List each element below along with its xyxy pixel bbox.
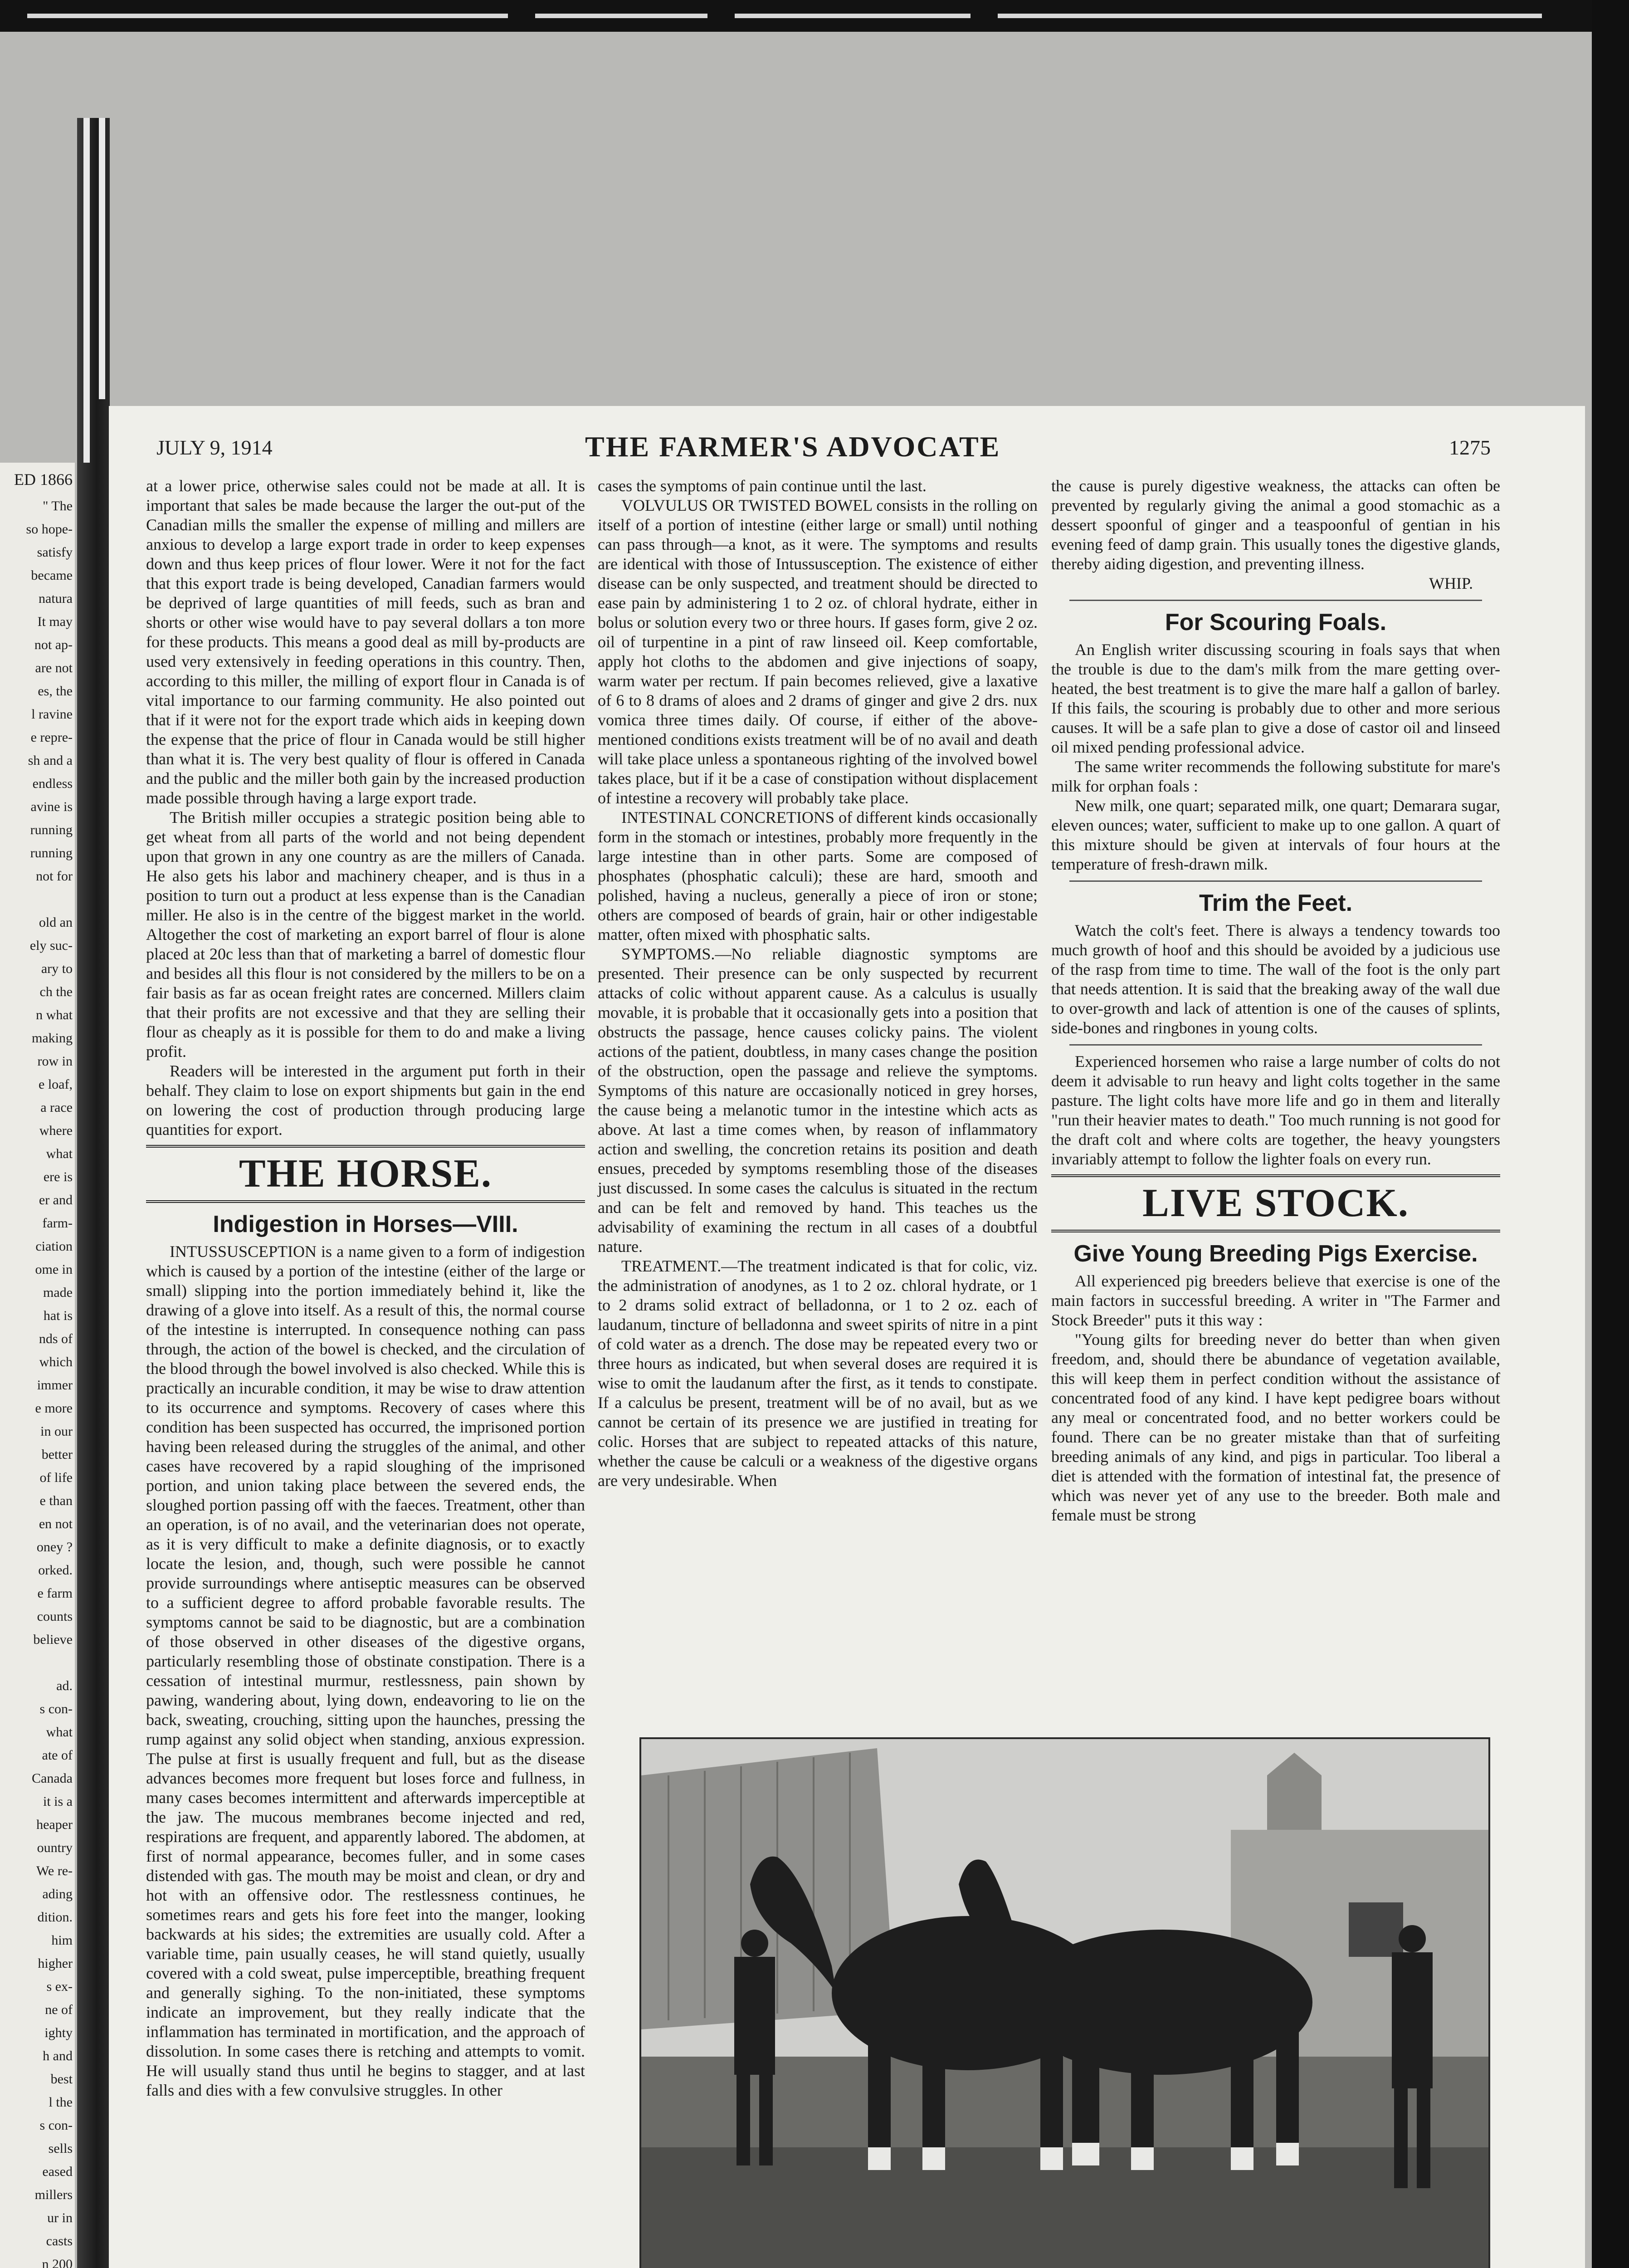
paragraph: Watch the colt's feet. There is always a tendency towards too much growth of hoof and this should be avoided by a judicious use of the rasp from time to time. The wall of the foot is the only part that needs attention. It is said that the breaking away of the wall due to over-growth and lack of attention is one of the causes of splints, side-bones and ringbones in young colts. (1051, 921, 1500, 1037)
facing-page-line: so hope- (26, 522, 73, 537)
page-number: 1275 (1449, 436, 1491, 459)
divider (1069, 1044, 1482, 1046)
horse-team-illustration (641, 1739, 1488, 2268)
facing-page-line: s ex- (46, 1979, 73, 1994)
facing-page-line: e farm (37, 1586, 73, 1601)
facing-page-line: became (31, 568, 73, 583)
facing-page-line: es, the (38, 684, 73, 699)
facing-page-line: where (39, 1123, 73, 1138)
facing-page-line: ere is (43, 1169, 73, 1184)
divider (1069, 600, 1482, 601)
facing-page-line: making (32, 1031, 73, 1046)
gutter-highlight (99, 118, 105, 399)
paragraph: Readers will be interested in the argument put forth in their behalf. They claim to lose on export shipments but gain in the end on lowering the cost of production through producing large quantities for export. (146, 1062, 585, 1139)
scanner-top-border (0, 0, 1629, 32)
facing-page-line: n what (36, 1007, 73, 1022)
facing-page-line: not for (36, 869, 73, 884)
facing-page-line: which (39, 1354, 73, 1369)
paragraph: TREATMENT.—The treatment indicated is that for colic, viz. the administration of anodynes, as 1 to 2 oz. chloral hydrate, or 1 to 2 drams solid extract of belladonna, or 1 to 2 oz. each of laudanum, tincture of belladonna and sweet spirits of nitre in a pint of cold water as a drench. The dose may be repeated every two or three hours as indicated, but when several doses are required it is wise to omit the laudanum after the first, as it tends to constipate. If a calculus be present, treatment will be of no avail, but as we cannot be certain of its presence we are justified in treating for colic. Horses that are subject to repeated attacks of this nature, whether the cause be calculi or a weakness of the digestive organs are very undesirable. When (598, 1257, 1038, 1490)
scan-mark (998, 14, 1542, 18)
page-title: THE FARMER'S ADVOCATE (585, 430, 1001, 463)
facing-page-line: not ap- (34, 637, 73, 652)
paragraph: cases the symptoms of pain continue until the last. (598, 477, 927, 495)
facing-page-line: running (30, 846, 73, 860)
facing-page-line: running (30, 822, 73, 837)
facing-page-line: natura (39, 591, 73, 606)
paragraph: The British miller occupies a strategic position being able to get wheat from all parts of the world and not being dependent upon that grown in any one country as are the millers of Canada. He also gets his labor and machinery cheaper, and is thus in a position to turn out a product at less expense than is the Canadian miller. He also is in the centre of the biggest market in the world. Altogether the cost of marketing an export barrel of flour is alone placed at 20c less than that of marketing a barrel of domestic flour and besides all this flour is not considered by the millers to be on a fair basis as far as ocean freight rates are concerned. Millers claim that their profits are not excessive and that they are selling their flour as cheaply as it is possible for them to do and make a living profit. (146, 808, 585, 1061)
paragraph: An English writer discussing scouring in foals says that when the trouble is due to the dam's milk from the mare getting over-heated, the best treatment is to give the mare half a gallon of barley. If this fails, the scouring is probably due to other and more serious causes. It will be a safe plan to give a dose of castor oil and linseed oil mixed pending professional advice. (1051, 640, 1500, 756)
facing-page-line: " The (43, 499, 73, 513)
facing-page-strip (0, 463, 75, 2268)
facing-page-line: orked. (38, 1563, 73, 1578)
facing-page-line: en not (39, 1516, 73, 1531)
section-heading-live-stock: LIVE STOCK. (1051, 1174, 1500, 1232)
paragraph: New milk, one quart; separated milk, one quart; Demarara sugar, eleven ounces; water, sufficient to make up to one gallon. A quart of this mixture should be given at intervals of four hours at the temperature of fresh-drawn milk. (1051, 797, 1500, 873)
column-3 (1051, 476, 1500, 1525)
scan-mark (27, 14, 508, 18)
facing-page-line: avine is (30, 799, 73, 814)
facing-page-line: satisfy (37, 545, 73, 560)
facing-page-line: it is a (43, 1794, 73, 1809)
paragraph: The same writer recommends the following substitute for mare's milk for orphan foals : (1051, 758, 1500, 795)
facing-page-line: ad. (56, 1678, 73, 1693)
facing-page-line: nds of (39, 1331, 73, 1346)
facing-page-line: e than (39, 1493, 73, 1508)
paragraph: INTUSSUSCEPTION is a name given to a form of indigestion which is caused by a portion of the intestine (either of the large or small) slipping into the portion immediately behind it, like the drawing of a glove into itself. As a result of this, the normal course of the intestine is interrupted. In consequence nothing can pass through, the action of the bowel is checked, and the circulation of the blood through the bowel involved is also checked. While this is practically an incurable condition, it may be wise to draw attention to its occurrence and symptoms. Recovery of cases where this condition has been suspected has occurred, the imprisoned portion having been released during the struggles of the animal, and other cases have recovered by a rapid sloughing of the imprisoned portion, and union taking place between the severed ends, the sloughed portion passing off with the faeces. Treatment, other than an operation, is of no avail, and the veterinarian does not operate, as it is very difficult to make a definite diagnosis, or to exactly locate the lesion, and, though, such were possible he cannot provide surroundings where antiseptic measures can be observed to a sufficient degree to afford probable favorable results. The symptoms cannot be said to be diagnostic, but are a combination of those observed in other diseases of the digestive organs, particularly resembling those of obstinate constipation. There is a cessation of intestinal murmur, restlessness, pain shown by pawing, wandering about, lying down, endeavoring to lie on the back, sweating, crouching, sitting upon the haunches, pressing the rump against any solid object when standing, anxious expression. The pulse at first is usually frequent and full, but as the disease advances becomes more frequent but loses force and fullness, in many cases becomes intermittent and afterwards imperceptible at the jaw. The mucous membranes become injected and red, respirations are frequent, and apparently labored. The abdomen, at first of normal appearance, becomes fuller, and in some cases distended with gas. The mouth may be moist and clean, or dry and hot with an offensive odor. The restlessness continues, he sometimes rears and gets his fore feet into the manger, looking backwards at his sides; the extremities are usually cold. After a variable time, pain usually ceases, he will stand quietly, usually covered with a cold sweat, pulse imperceptible, breathing frequent and generally sighing. To the non-initiated, these symptoms indicate an improvement, but they really indicate that the inflammation has terminated in mortification, and the approach of dissolution. In some cases there is retching and attempts to vomit. He will usually stand thus until he begins to stagger, and at last falls and dies with a few convulsive struggles. In other (146, 1242, 585, 2099)
facing-page-line: hat is (43, 1308, 73, 1323)
facing-page-line: er and (39, 1193, 73, 1207)
facing-page-line: ary to (41, 961, 73, 976)
facing-page-line: row in (37, 1054, 73, 1069)
facing-page-line: n 200 (42, 2257, 73, 2268)
facing-page-line: h and (43, 2048, 73, 2063)
facing-page-line: believe (33, 1632, 73, 1647)
facing-page-line: ome in (35, 1262, 73, 1277)
page-gutter (77, 118, 110, 2268)
facing-page-line: dition. (37, 1910, 73, 1925)
column-1 (146, 476, 585, 2100)
article-heading: Trim the Feet. (1199, 890, 1353, 916)
article-heading: For Scouring Foals. (1165, 609, 1387, 635)
facing-page-line: of life (39, 1470, 73, 1485)
facing-page-line: endless (32, 776, 73, 791)
facing-page-line: counts (37, 1609, 73, 1624)
facing-page-line: l ravine (31, 707, 73, 722)
facing-page-line: ciation (35, 1239, 73, 1254)
facing-page-line: what (46, 1146, 73, 1161)
paragraph: "Young gilts for breeding never do better than when given freedom, and, should there be abundance of vegetation available, this will keep them in perfect condition without the assistance of concentrated food of any kind. I have kept pedigree boars without any meal or concentrated food, and no better workers could be found. There can be no greater mistake than that of surfeiting breeding animals of any kind, and pigs in particular. Too liberal a diet is attended with the formation of intestinal fat, the presence of which was never yet of any use to the breeder. Both male and female must be strong (1051, 1330, 1500, 1524)
facing-page-line: ate of (42, 1748, 73, 1763)
facing-page-line: higher (38, 1956, 73, 1971)
facing-page-line: made (43, 1285, 73, 1300)
facing-page-line: best (50, 2072, 73, 2087)
facing-page-line: ading (42, 1887, 73, 1901)
section-heading-the-horse: THE HORSE. (146, 1145, 585, 1203)
article-heading: Indigestion in Horses—VIII. (213, 1211, 518, 1237)
facing-page-line: him (51, 1933, 73, 1948)
page-date: JULY 9, 1914 (156, 436, 273, 459)
facing-page-line: ountry (37, 1840, 73, 1855)
facing-page-line: eased (42, 2164, 73, 2179)
facing-page-line: sh and a (28, 753, 73, 768)
facing-page-line: It may (37, 614, 73, 629)
article-heading: Give Young Breeding Pigs Exercise. (1073, 1241, 1478, 1267)
facing-page-line: e more (35, 1401, 73, 1416)
facing-page-line: in our (40, 1424, 73, 1439)
facing-page-line: are not (35, 660, 73, 675)
facing-page-line: old an (39, 915, 73, 930)
gutter-highlight (83, 118, 90, 463)
facing-page-line: s con- (39, 1701, 73, 1716)
facing-page-line: s con- (39, 2118, 73, 2133)
author-signature: WHIP. (1429, 574, 1473, 592)
facing-page-line: ch the (39, 984, 73, 999)
facing-page-line: ighty (44, 2025, 73, 2040)
facing-page-line: sells (48, 2141, 73, 2156)
facing-page-line: better (41, 1447, 73, 1462)
scan-mark (735, 14, 971, 18)
scanner-right-border (1592, 0, 1629, 2268)
column-2 (598, 476, 1038, 1491)
facing-page-line: casts (46, 2234, 73, 2248)
paragraph: the cause is purely digestive weakness, the attacks can often be prevented by regularly giving the animal a good stomachic as a dessert spoonful of ginger and a teaspoonful of gentian in his evening feed of damp grain. This usually tones the digestive glands, thereby aiding digestion, and preventing illness. (1051, 477, 1500, 573)
facing-page-line: what (46, 1725, 73, 1740)
facing-page-line: e loaf, (39, 1077, 73, 1092)
horse-team-photo (639, 1737, 1490, 2268)
paragraph: Experienced horsemen who raise a large number of colts do not deem it advisable to run heavy and light colts together in the same pasture. The light colts have more life and go in them and literally "run their heavier mates to death." Too much running is not good for the draft colt and where colts are together, the heavy youngsters invariably attempt to follow the lighter foals on every run. (1051, 1052, 1500, 1168)
facing-page-line: We re- (36, 1863, 73, 1878)
divider (1069, 880, 1482, 882)
paragraph: VOLVULUS OR TWISTED BOWEL consists in the rolling on itself of a portion of intestine (either large or small) until nothing can pass through—a knot, as it were. The symptoms and results are identical with those of Intussusception. The existence of either disease can be only suspected, and treatment should be directed to ease pain by administering 1 to 2 oz. of chloral hydrate, either in bolus or solution every two or three hours. If gases form, give 2 oz. oil of turpentine in a pint of raw linseed oil. Keep comfortable, apply hot cloths to the abdomen and give injections of soapy, warm water per rectum. If pain becomes relieved, give a laxative of 6 to 8 drams of aloes and 2 drams of ginger and give 2 drs. nux vomica three times daily. Of course, if either of the above-mentioned conditions exists treatment will be of no avail and death will take place unless a spontaneous righting of the involved bowel takes place, but if it be a case of constipation without displacement of intestine a recovery will probably take place. (598, 496, 1038, 807)
facing-page-line: ur in (47, 2210, 73, 2225)
paragraph: All experienced pig breeders believe that exercise is one of the main factors in successful breeding. A writer in "The Farmer and Stock Breeder" puts it this way : (1051, 1272, 1500, 1329)
facing-page-line: immer (37, 1378, 73, 1393)
facing-page-line: ely suc- (29, 938, 73, 953)
facing-page-line: ne of (45, 2002, 73, 2017)
facing-page-line: l the (49, 2095, 73, 2110)
facing-page-line: heaper (36, 1817, 73, 1832)
facing-page-line: millers (34, 2187, 73, 2202)
scan-mark (535, 14, 707, 18)
facing-page-line: Canada (32, 1771, 73, 1786)
facing-page-line: farm- (42, 1216, 73, 1231)
paragraph: SYMPTOMS.—No reliable diagnostic symptoms are presented. Their presence can be only suspected by recurrent attacks of colic without apparent cause. As a calculus is usually movable, it is probable that it occasionally gets into a position that obstructs the passage, hence causes colicky pains. The violent actions of the patient, doubtless, in many cases change the position of the obstruction, open the passage and relieve the symptoms. Symptoms of this nature are occasionally noticed in grey horses, the cause being a melanotic tumor in the intestine which acts as above. At last a time comes when, by reason of inflammatory action and swelling, the concretion retains its position and death ensues, preceded by symptoms resembling those of the diseases just discussed. In some cases the calculus is situated in the rectum and can be felt and removed by hand. This teaches us the advisability of examining the rectum in all cases of a doubtful nature. (598, 945, 1038, 1256)
facing-page-line: a race (40, 1100, 73, 1115)
facing-page-header: ED 1866 (14, 470, 73, 489)
facing-page-line: oney ? (36, 1540, 73, 1554)
facing-page-line: e repre- (30, 730, 73, 745)
paragraph: INTESTINAL CONCRETIONS of different kinds occasionally form in the stomach or intestines, probably more frequently in the large intestine than in other parts. Some are composed of phosphates (phosphatic calculi); these are hard, smooth and polished, having a nucleus, generally a piece of iron or stone; others are composed of beards of grain, hair or other indigestable matter, often mixed with phosphatic salts. (598, 808, 1038, 943)
paragraph: at a lower price, otherwise sales could not be made at all. It is important that sales be made because the larger the out-put of the Canadian mills the smaller the expense of milling and millers are anxious to develop a large export trade in order to keep expenses down and thus keep prices of flour lower. Were it not for the fact that this export trade is being developed, Canadian farmers would be deprived of large quantities of mill feeds, such as bran and shorts or other wise would have to pay several dollars a ton more for these products. This means a good deal as mill by-products are used very extensively in feeding operations in this country. Then, according to this miller, the milling of export flour in Canada is of vital importance to our farming community. He also pointed out that if it were not for the export trade which aids in keeping down the expense that the price of flour in Canada would be still higher than what it is. The very best quality of flour is offered in Canada and the public and the miller both gain by the increased production made possible through having a large export trade. (146, 477, 585, 807)
